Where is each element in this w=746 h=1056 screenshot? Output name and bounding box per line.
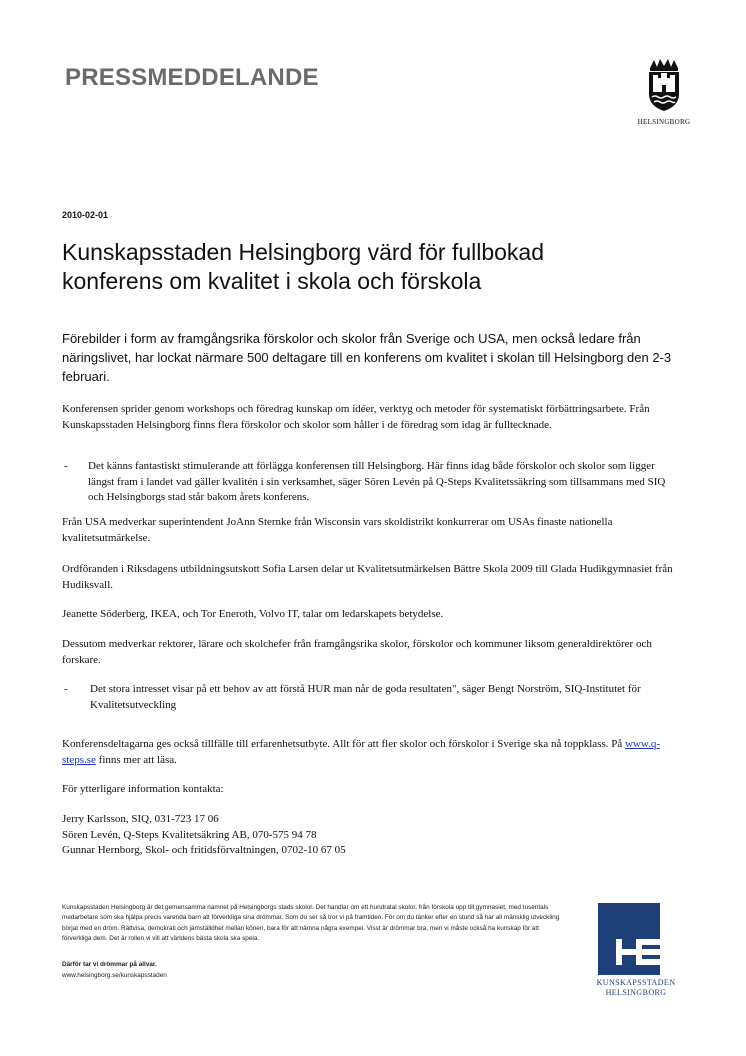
q-steps-link[interactable]: www.q-steps.se: [62, 738, 661, 766]
contact-heading: För ytterligare information kontakta:: [62, 783, 224, 795]
quote-2-text: Det stora intresset visar på ett behov av att förstå HUR man når de goda resultaten", säger Bengt Norström, SIQ-Institutet för Kvalitetsutveckling: [90, 683, 641, 711]
kunskapsstaden-logo-label: [586, 978, 686, 998]
quote-2-dash: -: [64, 683, 68, 695]
title-line-1: Kunskapsstaden Helsingborg värd för fullbokad: [62, 239, 545, 265]
quote-2: [62, 682, 687, 714]
helsingborg-logo: [632, 58, 696, 126]
paragraph-6: [62, 737, 687, 768]
paragraph-6-end: finns mer att läsa.: [95, 753, 177, 766]
contact-item: Jerry Karlsson, SIQ, 031-723 17 06: [62, 813, 219, 825]
logo-label-line-2: HELSINGBORG: [605, 988, 667, 997]
press-date: 2010-02-01: [62, 210, 109, 220]
paragraph-4: Jeanette Söderberg, IKEA, och Tor Eneroth, Volvo IT, talar om ledarskapets betydelse.: [62, 608, 444, 620]
kunskapsstaden-h-icon: [598, 903, 660, 975]
press-release-heading: PRESSMEDDELANDE: [65, 64, 319, 91]
paragraph-1: Konferensen sprider genom workshops och föredrag kunskap om idéer, verktyg och metoder för systematiskt förbättringsarbete. Från Kunskapsstaden Helsingborg finns flera förskolor och skolor som håller i de föredrag som idag är fulltecknade.: [62, 403, 650, 431]
paragraph-6-start: Konferensdeltagarna ges också tillfälle till erfarenhetsutbyte. Allt för att fler skolor och förskolor i Sverige ska nå toppklass. På: [62, 738, 625, 750]
quote-1-dash: -: [64, 460, 68, 472]
title-line-2: konferens om kvalitet i skola och förskola: [62, 268, 482, 294]
contact-item: Sören Levén, Q-Steps Kvalitetsäkring AB, 070-575 94 78: [62, 828, 317, 841]
footer-url: www.helsingborg.se/kunskapsstaden: [62, 972, 167, 979]
quote-1: [62, 459, 687, 506]
paragraph-3: Ordföranden i Riksdagens utbildningsutskott Sofia Larsen delar ut Kvalitetsutmärkelsen Bättre Skola 2009 till Glada Hudikgymnasiet från Hudiksvall.: [62, 563, 673, 591]
contact-item: Gunnar Hernborg, Skol- och fritidsförvaltningen, 0702-10 67 05: [62, 844, 346, 857]
quote-1-text: Det känns fantastiskt stimulerande att förlägga konferensen till Helsingborg. Här finns idag både förskolor och skolor som ligger längst fram i landet vad gäller kvalitén i sin verksamhet, säger Sören Levén på Q-Steps Kvalitetssäkring som tillsammans med SIQ och Helsingborgs stad står bakom årets konferens.: [88, 460, 666, 504]
footer-description: Kunskapsstaden Helsingborg är det gemensamma namnet på Helsingborgs stads skolor. Det handlar om ett hundratal skolor, från förskola upp till gymnasiet, med tusentals medarbetare som ska hjälpa precis varenda barn att förverkliga sina drömmar. Som du ser så tror vi på framtiden. För om du tänker efter en stund så har all mänsklig utveckling börjat med en dröm. Rättvisa, demokrati och jämställdhet mellan könen, bara för att nämna några exempel. Visst är drömmar bra, men vi måste också ha kunskap för att förverkliga dem. Det är rollen vi vill att världens bästa skola ska spela.: [62, 904, 560, 943]
kunskapsstaden-logo-box: [598, 903, 660, 975]
helsingborg-crest-icon: [646, 58, 682, 112]
logo-label-line-1: KUNSKAPSSTADEN: [596, 978, 676, 987]
article-ingress: Förebilder i form av framgångsrika förskolor och skolor från Sverige och USA, men också ledare från näringslivet, har lockat närmare 500 deltagare till en konferens om kvalitet i skolan till Helsingborg den 2-3 februari.: [62, 331, 672, 384]
paragraph-5: Dessutom medverkar rektorer, lärare och skolchefer från framgångsrika skolor, förskolor och kommuner liksom generaldirektörer och forskare.: [62, 638, 652, 666]
logo-city-name: HELSINGBORG: [637, 118, 691, 126]
paragraph-2: Från USA medverkar superintendent JoAnn Sternke från Wisconsin vars skoldistrikt konkurrerar om USAs finaste nationella kvalitetsutmärkelse.: [62, 516, 613, 544]
article-title: [62, 238, 682, 296]
footer-motto: Därför tar vi drömmar på allvar.: [62, 961, 157, 968]
contact-list: [62, 812, 687, 859]
